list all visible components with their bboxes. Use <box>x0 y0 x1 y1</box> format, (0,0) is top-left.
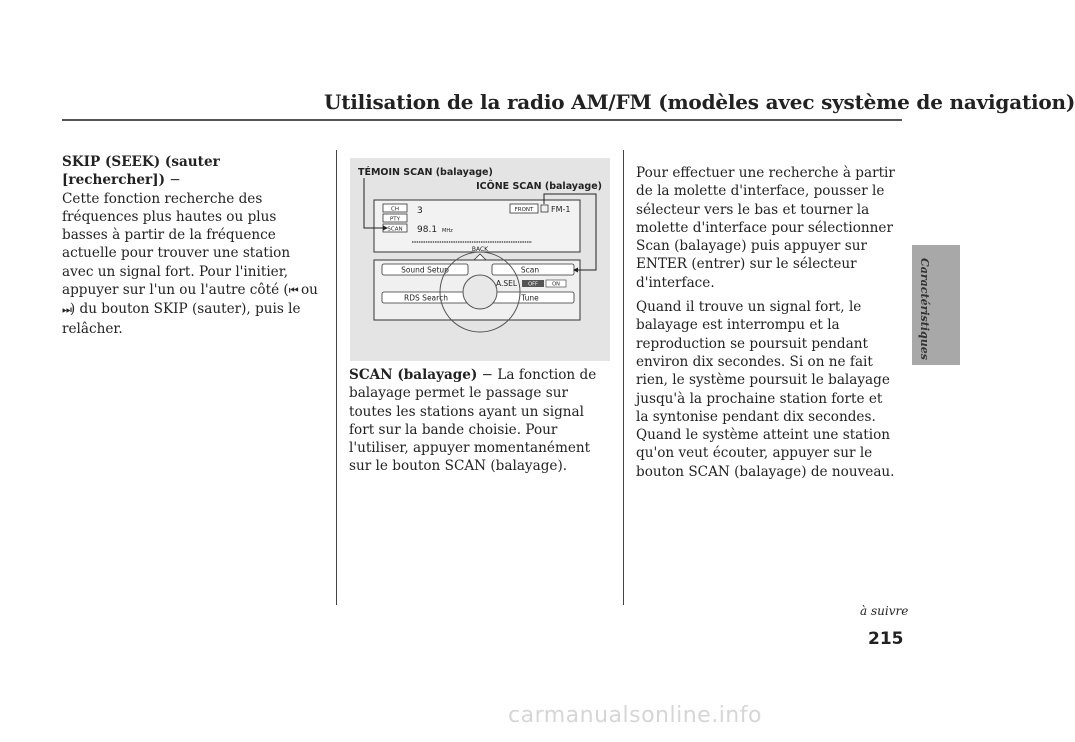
asel-off-label: OFF <box>528 281 538 288</box>
scan-button-label: SCAN <box>387 226 403 233</box>
header-rule <box>62 119 902 121</box>
column-divider-left <box>336 150 337 605</box>
skip-seek-dash: − <box>165 172 181 189</box>
band-label: FM-1 <box>551 205 571 214</box>
scan-text: La fonction de balayage permet le passage sur toutes les stations ayant un signal fort sur la bande choisie. Pour l'utiliser, appuyer momentanément sur le bouton SCAN (balayage). <box>349 367 597 475</box>
scan-indicator-callout: TÉMOIN SCAN (balayage) <box>358 167 493 178</box>
watermark-text: carmanualsonline.info <box>508 703 762 728</box>
scan-icon-callout: ICÔNE SCAN (balayage) <box>476 181 602 192</box>
page-number: 215 <box>868 629 904 649</box>
scan-dash: − <box>477 367 498 383</box>
radio-display-diagram <box>350 158 610 361</box>
radio-display-figure <box>350 158 610 361</box>
front-indicator-label: FRONT <box>514 207 534 213</box>
continued-note: à suivre <box>860 604 909 618</box>
scan-instructions-p2: Quand il trouve un signal fort, le balayage est interrompu et la reproduction se poursuit pendant environ dix secondes. Si on ne fait rien, le système poursuit le balayage jusqu'à la prochaine station forte et la syntonise pendant dix secondes. Quand le système atteint une station qu'on veut écouter, appuyer sur le bouton SCAN (balayage) de nouveau. <box>636 299 895 480</box>
back-arrow-icon <box>474 254 486 260</box>
skip-seek-text-end: ) du bouton SKIP (sauter), puis le relâcher. <box>62 301 301 337</box>
skip-or-text: ou <box>300 282 318 299</box>
preset-number: 3 <box>417 206 423 216</box>
page-header-title: Utilisation de la radio AM/FM (modèles avec système de navigation) <box>324 90 1075 114</box>
skip-seek-heading: SKIP (SEEK) (sauter [rechercher]) <box>62 154 220 189</box>
section-side-label: Caractéristiques <box>918 258 931 360</box>
pty-button-label: PTY <box>389 216 401 223</box>
skip-seek-text: Cette fonction recherche des fréquences plus hautes ou plus basses à partir de la fréquence actuelle pour trouver une station avec un signal fort. Pour l'initier, appuyer sur l'un ou l'autre côté ( <box>62 190 291 299</box>
tune-label: Tune <box>521 293 539 303</box>
scan-instructions-p1: Pour effectuer une recherche à partir de la molette d'interface, pousser le sélecteur vers le bas et tourner la molette d'interface pour sélectionner Scan (balayage) puis appuyer sur ENTER (entrer) sur le sélecteur d'interface. <box>636 165 895 291</box>
skip-back-icon: ⏮ <box>288 284 297 298</box>
scan-heading: SCAN (balayage) <box>349 367 478 383</box>
scan-section <box>349 366 611 476</box>
skip-seek-section <box>62 153 324 338</box>
asel-label: A.SEL <box>496 279 518 288</box>
back-label: BACK <box>471 246 489 253</box>
interface-dial-center <box>463 275 497 309</box>
asel-on-label: ON <box>552 281 560 288</box>
scan-menu-label: Scan <box>520 265 540 275</box>
ch-button-label: CH <box>391 206 399 213</box>
sound-setup-label: Sound Setup <box>401 265 449 275</box>
frequency-unit: MHz <box>442 228 453 234</box>
column-divider-right <box>623 150 624 605</box>
rds-search-label: RDS Search <box>404 293 448 303</box>
frequency-value: 98.1 <box>417 225 438 235</box>
scan-instructions-section <box>636 164 898 481</box>
skip-forward-icon: ⏭ <box>62 303 70 317</box>
